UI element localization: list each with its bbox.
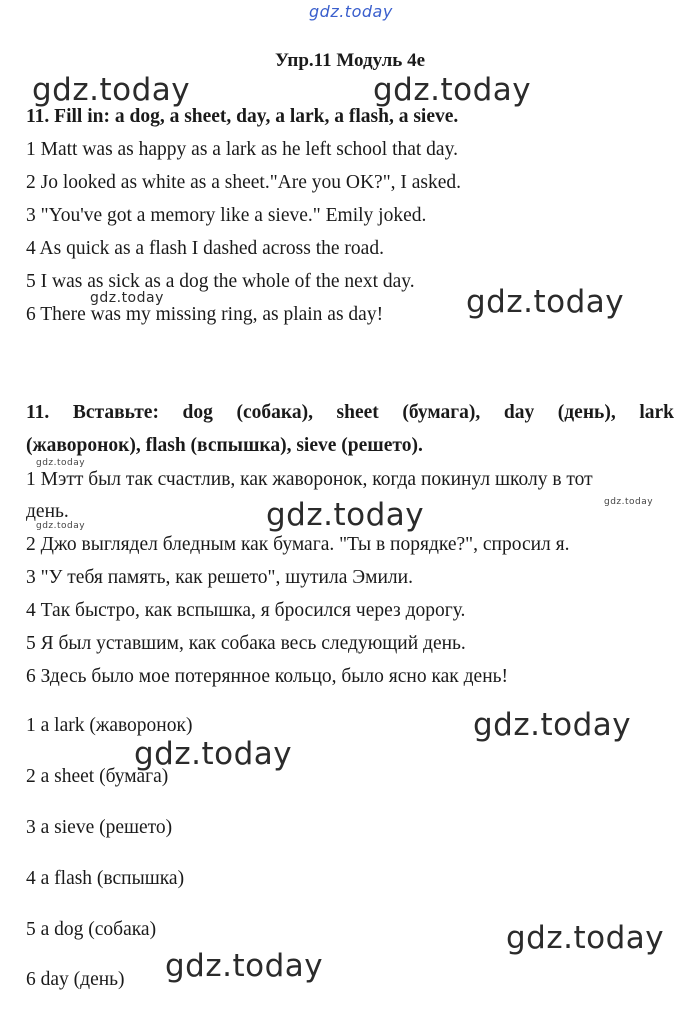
watermark-small: gdz.today	[90, 290, 164, 306]
watermark-tiny: gdz.today	[36, 521, 86, 531]
answer-5: 5 a dog (собака)	[26, 919, 157, 940]
russian-sentence-1: 1 Мэтт был так счастлив, как жаворонок, когда покинул школу в тот	[26, 469, 593, 490]
english-sentence-4: 4 As quick as a flash I dashed across the road.	[26, 238, 384, 259]
watermark-tiny: gdz.today	[604, 497, 654, 507]
russian-sentence-5: 5 Я был уставшим, как собака весь следующий день.	[26, 633, 466, 654]
russian-sentence-2: 2 Джо выглядел бледным как бумага. "Ты в порядке?", спросил я.	[26, 534, 570, 555]
watermark: gdz.today	[506, 920, 665, 956]
answer-6: 6 day (день)	[26, 969, 125, 990]
english-sentence-1: 1 Matt was as happy as a lark as he left school that day.	[26, 139, 458, 160]
english-sentence-2: 2 Jo looked as white as a sheet."Are you OK?", I asked.	[26, 172, 462, 193]
english-sentence-5: 5 I was as sick as a dog the whole of the next day.	[26, 271, 415, 292]
task-heading-russian-line2: (жаворонок), flash (вспышка), sieve (решето).	[26, 435, 423, 456]
english-sentence-6: 6 There was my missing ring, as plain as day!	[26, 304, 384, 325]
watermark: gdz.today	[473, 707, 632, 743]
russian-sentence-6: 6 Здесь было мое потерянное кольцо, было ясно как день!	[26, 666, 509, 687]
answer-3: 3 a sieve (решето)	[26, 817, 173, 838]
russian-sentence-4: 4 Так быстро, как вспышка, я бросился через дорогу.	[26, 600, 466, 621]
task-heading-english: 11. Fill in: a dog, a sheet, day, a lark, a flash, a sieve.	[26, 106, 459, 127]
watermark: gdz.today	[134, 736, 293, 772]
answer-2: 2 a sheet (бумага)	[26, 766, 169, 787]
english-sentence-3: 3 "You've got a memory like a sieve." Emily joked.	[26, 205, 427, 226]
watermark: gdz.today	[165, 948, 324, 984]
answer-1: 1 a lark (жаворонок)	[26, 715, 193, 736]
watermark: gdz.today	[32, 72, 191, 108]
page-title: Упр.11 Модуль 4е	[274, 50, 425, 71]
watermark: gdz.today	[266, 497, 425, 533]
watermark-tiny: gdz.today	[36, 458, 86, 468]
watermark: gdz.today	[373, 72, 532, 108]
answer-4: 4 a flash (вспышка)	[26, 868, 185, 889]
watermark-top: gdz.today	[309, 2, 393, 21]
russian-sentence-1-cont: день.	[26, 501, 69, 522]
watermark: gdz.today	[466, 284, 625, 320]
russian-sentence-3: 3 "У тебя память, как решето", шутила Эмили.	[26, 567, 413, 588]
task-heading-russian-line1: 11. Вставьте: dog (собака), sheet (бумага), day (день), lark	[26, 402, 674, 423]
